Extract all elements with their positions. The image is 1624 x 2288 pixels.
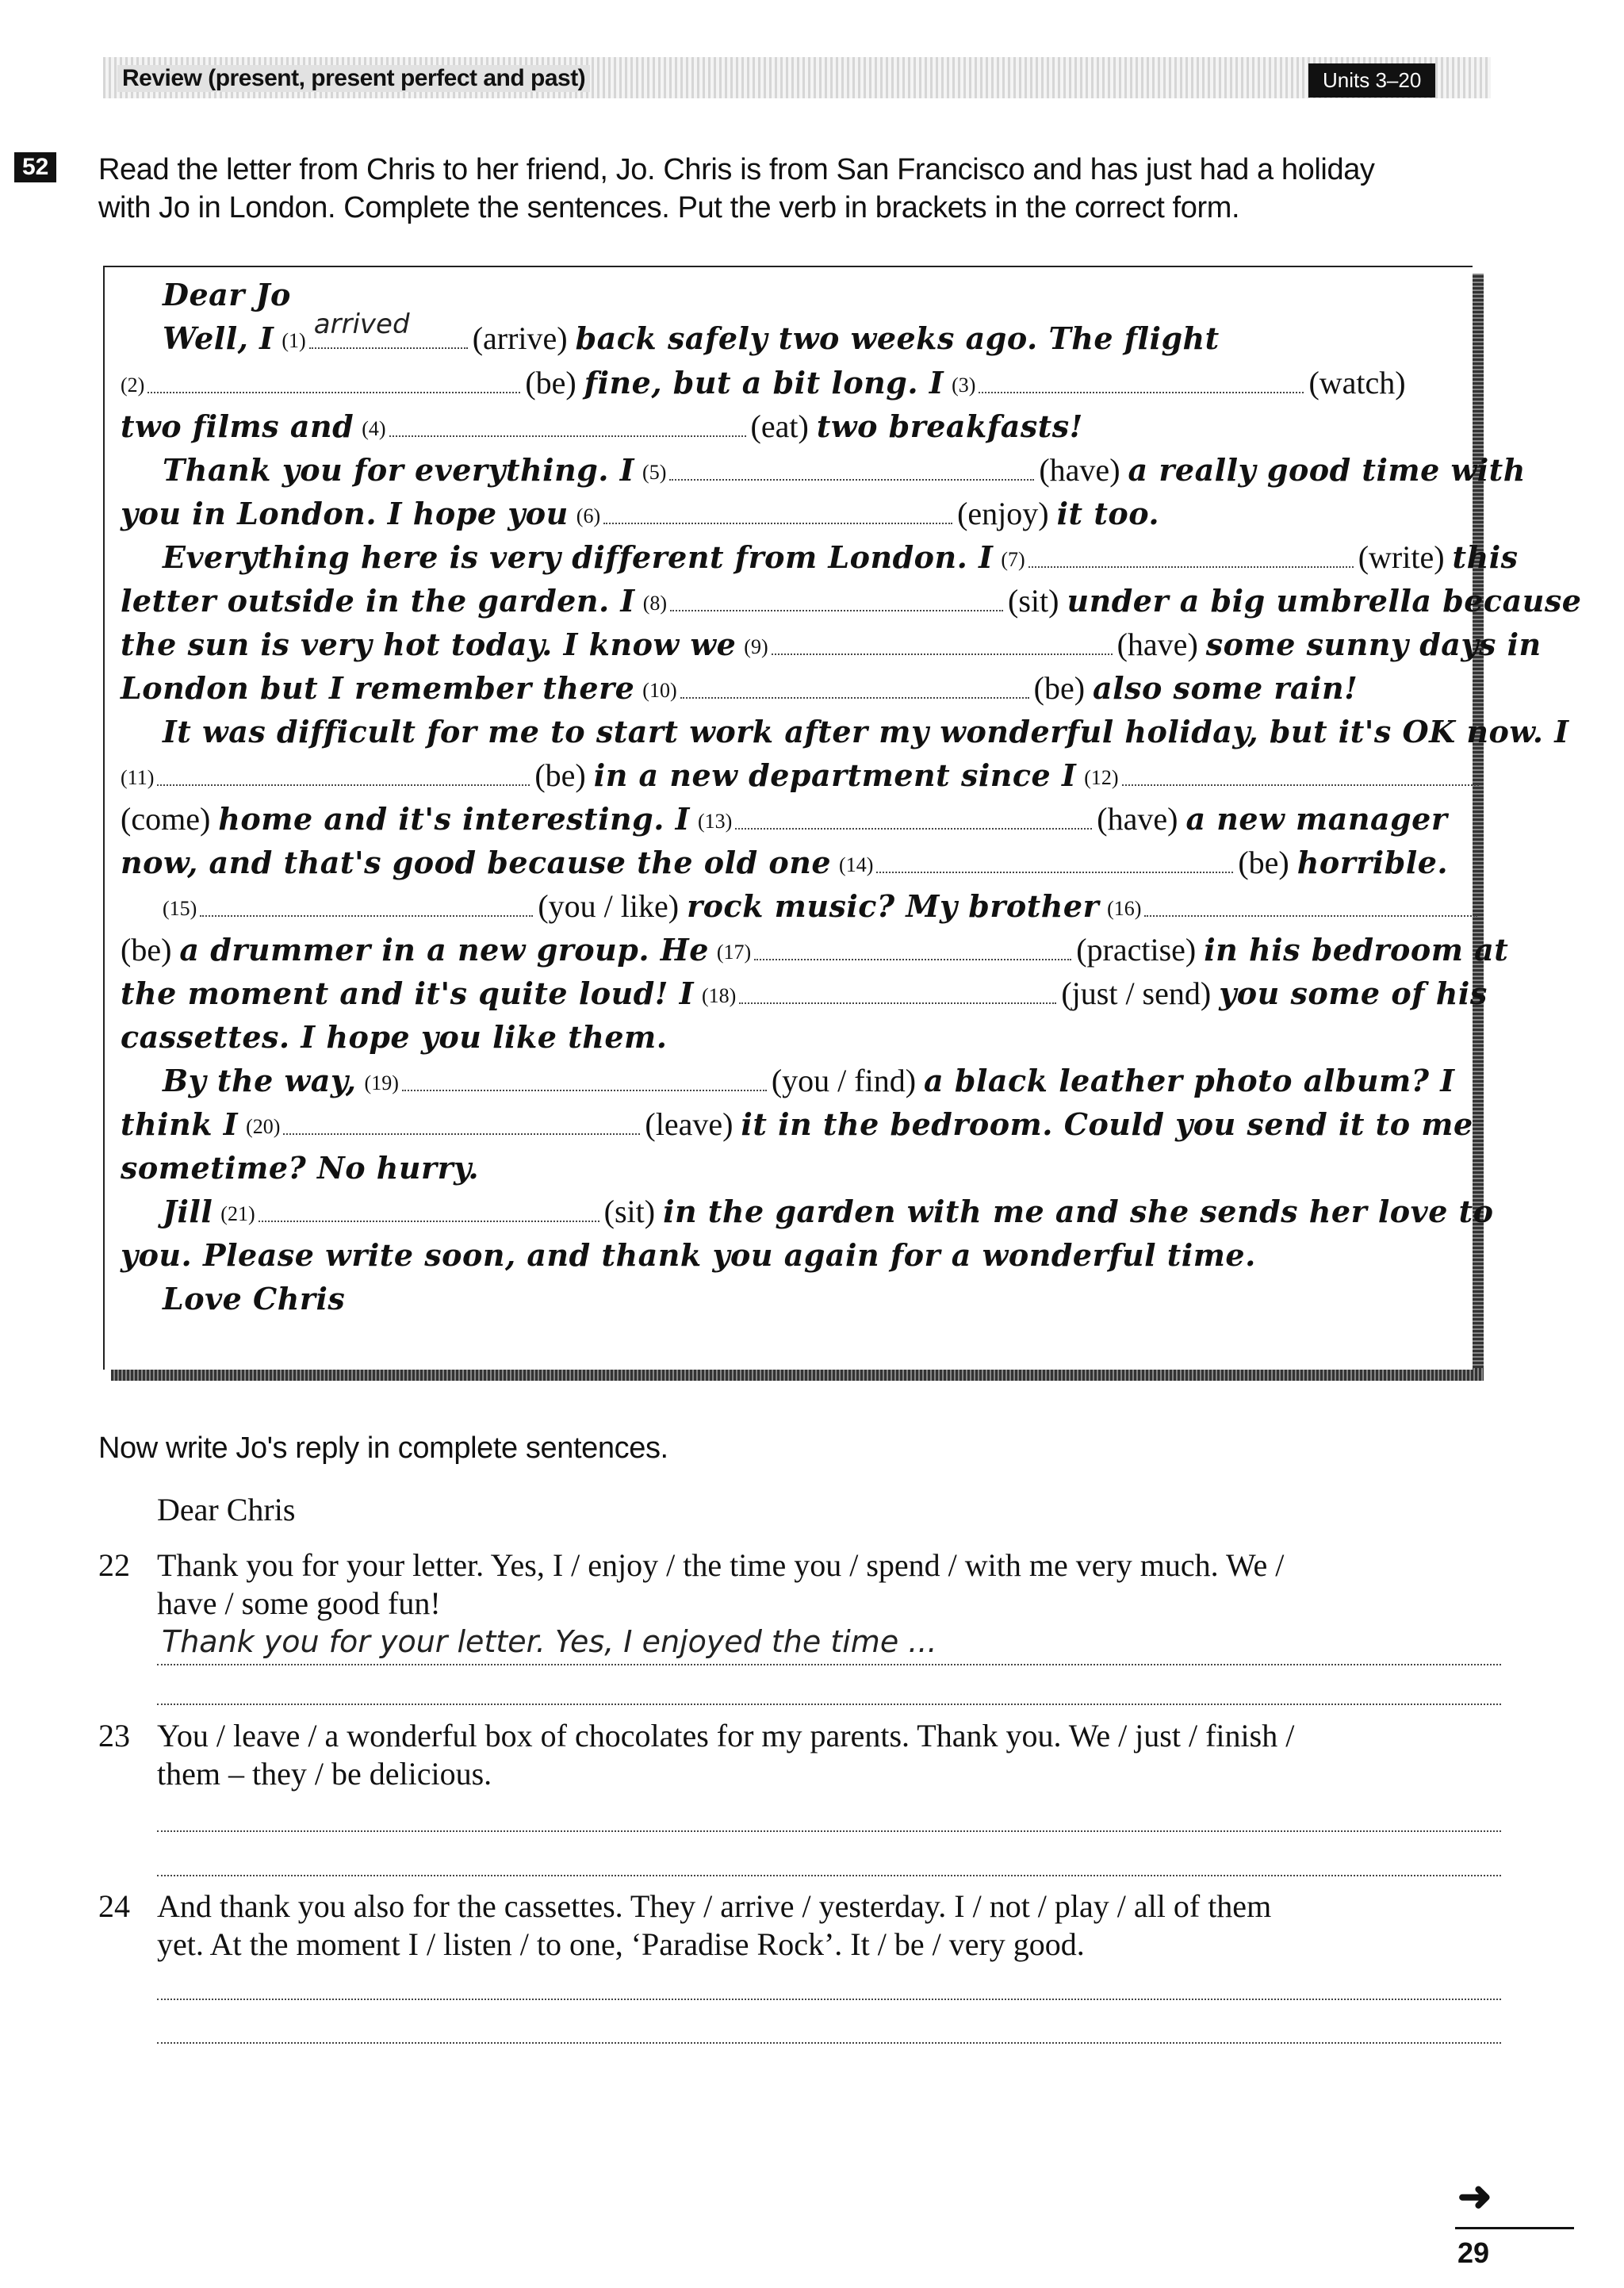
letter-line: Everything here is very different from London. I (7) (write) this — [163, 539, 1519, 575]
answer-blank-1[interactable] — [309, 309, 468, 349]
answer-blank-3[interactable] — [979, 370, 1304, 393]
answer-blank-9[interactable] — [772, 631, 1113, 655]
answer-line-22b[interactable] — [157, 1704, 1501, 1705]
question-text: Thank you for your letter. Yes, I / enjoy / the time you / spend / with me very much. We / — [157, 1547, 1285, 1583]
exercise-number: 52 — [14, 152, 56, 182]
answer-blank-6[interactable] — [603, 500, 952, 524]
letter-line: now, and that's good because the old one (14) (be) horrible. — [121, 845, 1449, 880]
exercise-instructions — [98, 151, 1462, 227]
letter-line: Well, I (1) arrived (arrive) back safely two weeks ago. The flight — [163, 317, 1220, 362]
letter-signoff: Love Chris — [163, 1281, 346, 1316]
letter-line: you in London. I hope you (6) (enjoy) it too. — [121, 496, 1160, 531]
answer-blank-17[interactable] — [754, 937, 1071, 960]
answer-blank-13[interactable] — [735, 806, 1092, 830]
answer-blank-8[interactable] — [670, 588, 1003, 611]
answer-blank-15[interactable] — [200, 893, 533, 917]
answer-blank-11[interactable] — [157, 762, 530, 786]
answer-blank-2[interactable] — [147, 370, 520, 393]
letter-line: sometime? No hurry. — [121, 1150, 480, 1186]
letter-line: Jill (21) (sit) in the garden with me and she sends her love to — [163, 1194, 1494, 1229]
question-number: 22 — [98, 1547, 130, 1583]
answer-blank-14[interactable] — [876, 849, 1233, 873]
letter-greeting: Dear Jo — [163, 277, 291, 312]
letter-line: you. Please write soon, and thank you again for a wonderful time. — [121, 1237, 1256, 1273]
question-text: yet. At the moment I / listen / to one, ‘Paradise Rock’. It / be / very good. — [157, 1926, 1085, 1962]
section-title: Review (present, present perfect and past) — [117, 65, 590, 92]
question-number: 24 — [98, 1888, 130, 1924]
answer-blank-18[interactable] — [739, 980, 1056, 1004]
letter-line: Thank you for everything. I (5) (have) a really good time with — [163, 452, 1526, 488]
letter-line: (11) (be) in a new department since I (12) — [121, 754, 1484, 799]
letter-line: two films and (4) (eat) two breakfasts! — [121, 408, 1083, 444]
answer-blank-21[interactable] — [259, 1198, 599, 1222]
letter-line: (come) home and it's interesting. I (13) (have) a new manager — [121, 801, 1448, 837]
page-number: 29 — [1457, 2236, 1490, 2269]
letter-line: think I (20) (leave) it in the bedroom. Could you send it to me — [121, 1106, 1473, 1142]
question-text: And thank you also for the cassettes. They / arrive / yesterday. I / not / play / all of them — [157, 1888, 1272, 1924]
page-number-rule — [1455, 2227, 1574, 2229]
letter-line: (be) a drummer in a new group. He (17) (practise) in his bedroom at — [121, 932, 1509, 968]
answer-line-22a[interactable] — [157, 1664, 1501, 1665]
answer-blank-12[interactable] — [1122, 762, 1479, 786]
letter-line: the sun is very hot today. I know we (9) (have) some sunny days in — [121, 627, 1542, 662]
letter-line: the moment and it's quite loud! I (18) (just / send) you some of his — [121, 975, 1488, 1011]
units-badge: Units 3–20 — [1308, 63, 1435, 98]
answer-blank-10[interactable] — [680, 675, 1029, 699]
handwritten-answer: arrived — [313, 309, 410, 340]
answer-blank-5[interactable] — [669, 457, 1034, 481]
answer-line-24a[interactable] — [157, 1999, 1501, 2000]
question-number: 23 — [98, 1718, 130, 1753]
question-text: them – they / be delicious. — [157, 1756, 492, 1792]
answer-blank-16[interactable] — [1144, 893, 1477, 917]
instructions-line: Read the letter from Chris to her friend, Jo. Chris is from San Francisco and has just had a holiday — [98, 153, 1375, 186]
letter-shadow — [111, 1368, 1484, 1381]
letter-line: (15) (you / like) rock music? My brother (16) — [163, 885, 1482, 930]
letter-line: cassettes. I hope you like them. — [121, 1019, 668, 1055]
answer-blank-19[interactable] — [402, 1067, 767, 1091]
handwritten-answer: Thank you for your letter. Yes, I enjoyed the time ... — [162, 1624, 937, 1659]
arrow-right-icon: ➜ — [1457, 2174, 1492, 2220]
question-text: have / some good fun! — [157, 1585, 441, 1621]
answer-line-24b[interactable] — [157, 2042, 1501, 2044]
instructions-line: with Jo in London. Complete the sentences. Put the verb in brackets in the correct form. — [98, 191, 1240, 224]
question-text: You / leave / a wonderful box of chocolates for my parents. Thank you. We / just / finish / — [157, 1718, 1295, 1753]
letter-line: London but I remember there (10) (be) also some rain! — [121, 670, 1358, 706]
reply-greeting: Dear Chris — [157, 1492, 296, 1527]
answer-blank-20[interactable] — [283, 1111, 640, 1135]
answer-blank-7[interactable] — [1028, 544, 1354, 568]
answer-line-23a[interactable] — [157, 1830, 1501, 1832]
answer-line-23b[interactable] — [157, 1875, 1501, 1876]
reply-instructions: Now write Jo's reply in complete sentences. — [98, 1431, 668, 1465]
letter-line: It was difficult for me to start work after my wonderful holiday, but it's OK now. I — [163, 714, 1569, 749]
answer-blank-4[interactable] — [389, 413, 746, 437]
letter-line: (2) (be) fine, but a bit long. I (3) (watch) — [121, 365, 1406, 400]
letter-line: By the way, (19) (you / find) a black leather photo album? I — [163, 1063, 1455, 1098]
letter-line: letter outside in the garden. I (8) (sit) under a big umbrella because — [121, 583, 1582, 619]
